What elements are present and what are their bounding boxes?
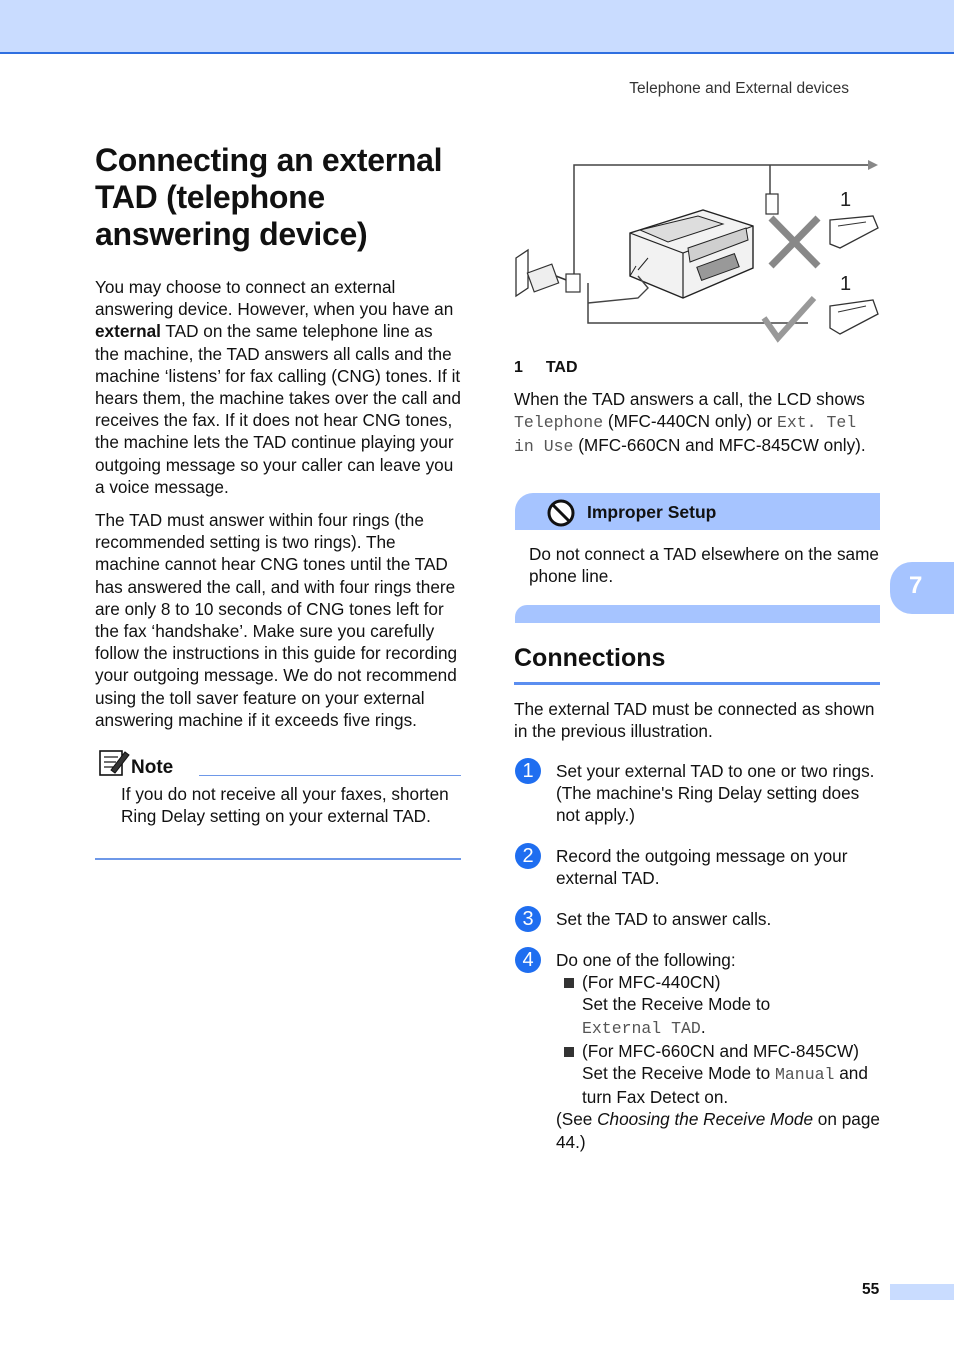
title-line-2: TAD (telephone xyxy=(95,179,325,215)
step-number-badge: 1 xyxy=(515,758,541,784)
tad-correct xyxy=(764,298,878,338)
cross-reference-link[interactable]: Choosing the Receive Mode xyxy=(597,1109,814,1130)
improper-body: Do not connect a TAD elsewhere on the same phone line. xyxy=(529,544,879,587)
tad-connection-diagram xyxy=(508,148,888,353)
note-box xyxy=(95,748,461,860)
legend-text: TAD xyxy=(545,359,578,376)
top-band xyxy=(0,0,954,54)
note-title: Note xyxy=(131,757,174,779)
prohibited-icon xyxy=(546,498,576,533)
lcd-ext-tel: Ext. Tel in Use xyxy=(514,413,857,457)
page-number: 55 xyxy=(862,1281,880,1298)
running-head: Telephone and External devices xyxy=(629,80,849,97)
mode-external-tad: External TAD xyxy=(582,1018,701,1038)
note-bottom-rule xyxy=(95,858,461,860)
wall-jack xyxy=(516,250,580,296)
figure-legend xyxy=(514,359,578,377)
left-column xyxy=(95,142,461,860)
tad-incorrect xyxy=(771,216,878,266)
note-top-rule xyxy=(199,775,461,776)
bullet-mfc-660cn-845cw: (For MFC-660CN and MFC-845CW) Set the Receive Mode to Manual and turn Fax Detect on. xyxy=(556,1040,886,1109)
external-emphasis: external xyxy=(95,321,161,342)
section-title xyxy=(95,142,461,253)
upper-plug xyxy=(766,194,778,214)
connections-intro: The external TAD must be connected as shown in the previous illustration. xyxy=(514,699,875,742)
wire-arrow xyxy=(868,160,878,170)
intro-paragraph: You may choose to connect an external answering device. However, when you have an external TAD on the same telephone line as the machine, the TAD answers all calls and the machine ‘listens’ for fax calling (CNG) tones. If it hears them, the machine takes over the call and receives the fax. If it does not hear CNG tones, the machine lets the TAD continue playing your outgoing message so your caller can leave you a voice message. xyxy=(95,277,461,497)
step-text: Set your external TAD to one or two rings. (The machine's Ring Delay setting does not apply.) xyxy=(556,761,875,826)
step-text: Do one of the following: (For MFC-440CN) Set the Receive Mode to External TAD. (For MFC-660CN and MFC-845CW) Set the Receive Mode to Manual and turn Fax Detect on. (See Choosing the Receive Mode on page 44.) xyxy=(556,949,886,1153)
legend-number: 1 xyxy=(514,359,523,376)
lcd-paragraph: When the TAD answers a call, the LCD shows Telephone (MFC-440CN only) or Ext. Tel in Use (MFC-660CN and MFC-845CW only). xyxy=(514,389,866,457)
lcd-telephone: Telephone xyxy=(514,413,604,433)
step-number-badge: 4 xyxy=(515,947,541,973)
step-text: Set the TAD to answer calls. xyxy=(556,909,772,929)
mode-manual: Manual xyxy=(775,1065,835,1085)
note-pencil-icon xyxy=(98,748,130,783)
connections-title: Connections xyxy=(514,644,666,672)
step-number-badge: 2 xyxy=(515,843,541,869)
see-reference: (See Choosing the Receive Mode on page 44.) xyxy=(556,1109,880,1152)
chapter-tab: 7 xyxy=(890,562,954,614)
improper-setup-box xyxy=(515,493,880,623)
callout-bottom: 1 xyxy=(840,273,852,295)
improper-footer-bar xyxy=(515,605,880,623)
improper-title: Improper Setup xyxy=(587,502,717,522)
callout-top: 1 xyxy=(840,189,852,211)
connections-rule xyxy=(514,682,880,685)
page-number-bar xyxy=(890,1284,954,1300)
step-number-badge: 3 xyxy=(515,906,541,932)
bullet-mfc-440cn: (For MFC-440CN) Set the Receive Mode to External TAD. xyxy=(556,971,886,1040)
step-text: Record the outgoing message on your external TAD. xyxy=(556,846,848,889)
fax-machine xyxy=(588,210,753,303)
note-body: If you do not receive all your faxes, shorten Ring Delay setting on your external TAD. xyxy=(121,784,449,827)
title-line-3: answering device) xyxy=(95,216,368,252)
rings-paragraph: The TAD must answer within four rings (the recommended setting is two rings). The machine cannot hear CNG tones until the TAD has answered the call, and with four rings there are only 8 to 10 seconds of CNG tones left for the fax ‘handshake’. Make sure you carefully follow the instructions in this guide for recording your outgoing message. We do not recommend using the toll saver feature on your external answering machine if it exceeds five rings. xyxy=(95,510,458,730)
title-line-1: Connecting an external xyxy=(95,142,443,178)
